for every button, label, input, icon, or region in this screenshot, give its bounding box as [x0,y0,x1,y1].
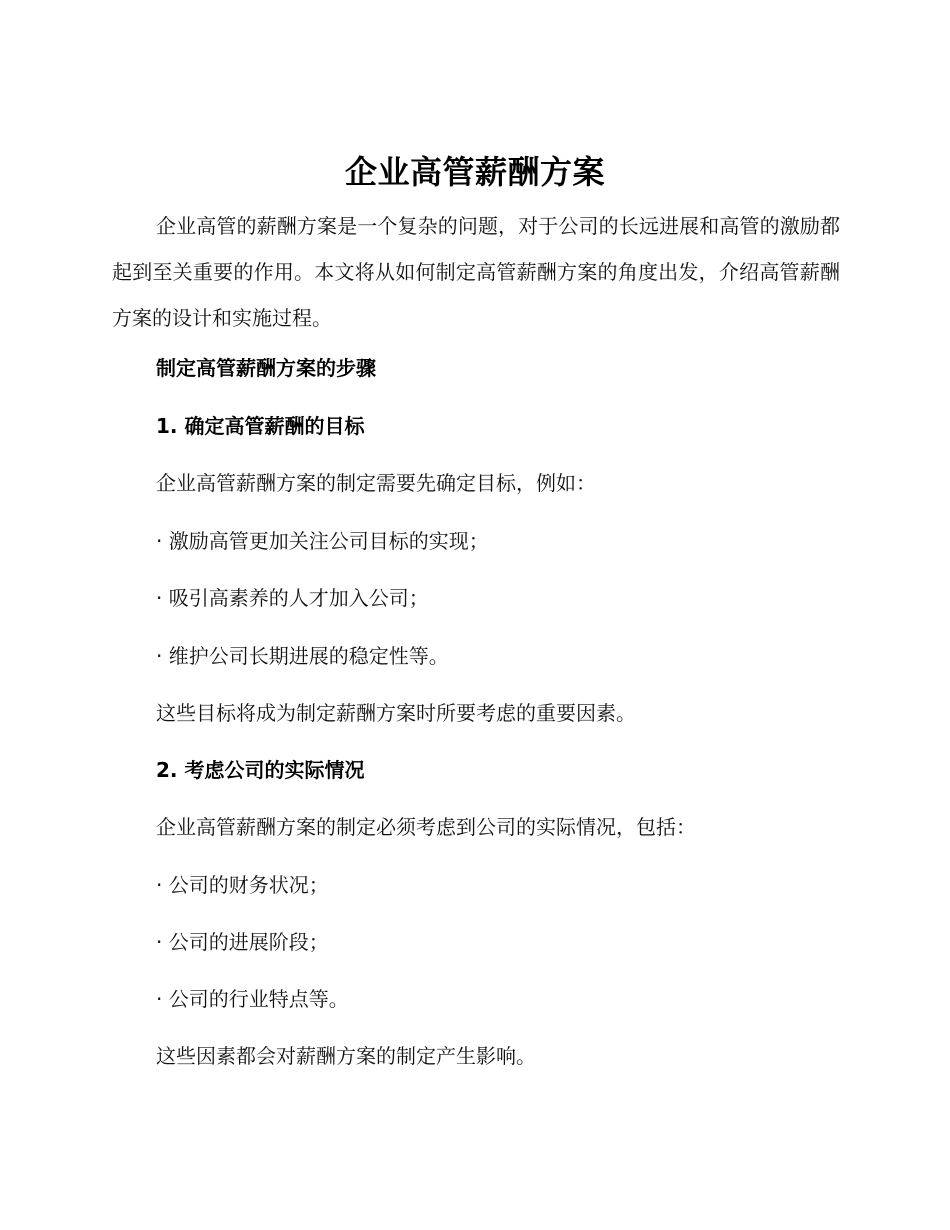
section-2-lead: 企业高管薪酬方案的制定必须考虑到公司的实际情况，包括： [156,815,696,839]
section-2-bullet-2: · 公司的进展阶段； [156,930,329,954]
section-1-conclusion: 这些目标将成为制定薪酬方案时所要考虑的重要因素。 [156,701,636,725]
section-2-bullet-3: · 公司的行业特点等。 [156,987,349,1011]
intro-paragraph: 企业高管的薪酬方案是一个复杂的问题，对于公司的长远进展和高管的激励都起到至关重要的作用。本文将从如何制定高管薪酬方案的角度出发，介绍高管薪酬方案的设计和实施过程。 [112,214,840,330]
section-1-lead: 企业高管薪酬方案的制定需要先确定目标，例如： [156,471,596,495]
section-2-heading: 2. 考虑公司的实际情况 [156,758,365,782]
section-2-bullet-1: · 公司的财务状况； [156,873,329,897]
section-2-conclusion: 这些因素都会对薪酬方案的制定产生影响。 [156,1044,536,1068]
steps-heading: 制定高管薪酬方案的步骤 [156,356,376,380]
document-title: 企业高管薪酬方案 [344,153,605,191]
section-1-heading: 1. 确定高管薪酬的目标 [156,414,365,438]
section-1-bullet-3: · 维护公司长期进展的稳定性等。 [156,644,449,668]
section-1-bullet-2: · 吸引高素养的人才加入公司； [156,586,429,610]
section-1-bullet-1: · 激励高管更加关注公司目标的实现； [156,529,489,553]
